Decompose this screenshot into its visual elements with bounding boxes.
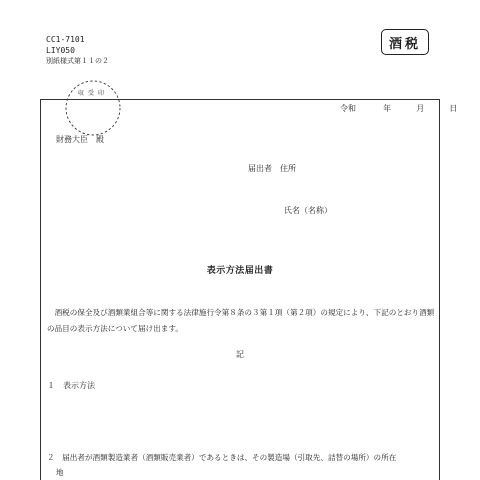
item-2-line-2: 地 bbox=[56, 468, 64, 477]
item-2-line-1: ２ 届出者が酒類製造業者（酒類販売業者）であるときは、その製造場（引取先、詰替の場所）の所在 bbox=[47, 453, 397, 462]
applicant-address-label: 届出者 住所 bbox=[248, 164, 296, 173]
form-code-2: LIY050 bbox=[46, 46, 75, 55]
date-line bbox=[340, 103, 457, 114]
body-paragraph: 酒税の保全及び酒類業組合等に関する法律施行令第８条の３第１項（第２項）の規定により、下記のとおり酒類の品目の表示方法について届け出ます。 bbox=[47, 308, 435, 333]
addressee: 財務大臣 殿 bbox=[56, 135, 104, 144]
item-1-display-method: １ 表示方法 bbox=[47, 381, 95, 390]
ki-heading: 記 bbox=[236, 350, 244, 359]
form-codes bbox=[46, 34, 109, 67]
form-frame bbox=[40, 99, 440, 480]
date-year: 年 bbox=[383, 104, 392, 113]
form-code-1: CC1-7101 bbox=[46, 35, 85, 44]
date-day: 日 bbox=[449, 104, 458, 113]
applicant-name-label: 氏名（名称） bbox=[284, 206, 332, 215]
tax-category-box bbox=[381, 29, 429, 55]
document-title: 表示方法届出書 bbox=[206, 266, 274, 276]
date-month: 月 bbox=[416, 104, 425, 113]
receipt-stamp-label: 収受印 bbox=[77, 90, 108, 97]
form-reference: 別紙様式第１１の２ bbox=[46, 57, 109, 65]
date-era: 令和 bbox=[340, 104, 356, 113]
tax-category-label: 酒税 bbox=[388, 36, 421, 52]
